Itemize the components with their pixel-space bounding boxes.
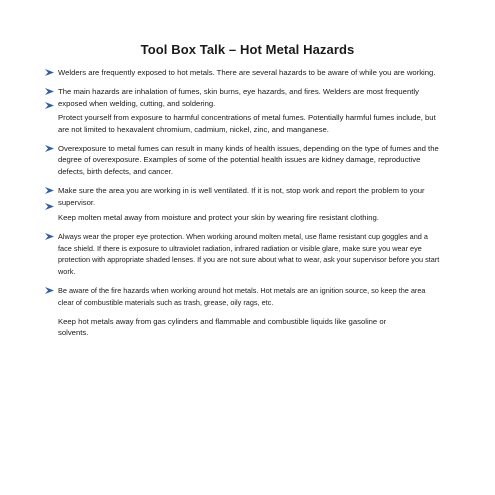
arrowhead-bullet-icon	[45, 203, 54, 210]
item-text: The main hazards are inhalation of fumes, skin burns, eye hazards, and fires. Welders are most frequently exposed when welding, cutting, and soldering.	[58, 87, 419, 108]
item-text: Be aware of the fire hazards when working around hot metals. Hot metals are an ignition source, so keep the area clear of combustible materials such as trash, grease, oily rags, etc.	[58, 286, 426, 307]
arrowhead-bullet-icon	[45, 88, 54, 95]
arrowhead-bullet-icon	[45, 233, 54, 240]
list-item	[0, 112, 495, 135]
item-text: Protect yourself from exposure to harmful concentrations of metal fumes. Potentially harmful fumes include, but are not limited to hexavalent chromium, cadmium, nickel, zinc, and manganese.	[58, 113, 436, 134]
list-item	[0, 185, 495, 208]
item-text: Overexposure to metal fumes can result in many kinds of health issues, depending on the type of fumes and the degree of overexposure. Examples of some of the potential health issues are kidney damage, reproductive defects, birth defects, and cancer.	[58, 144, 439, 176]
arrowhead-bullet-icon	[45, 102, 54, 109]
arrowhead-bullet-icon	[45, 287, 54, 294]
document-body	[0, 67, 495, 339]
arrowhead-bullet-icon	[45, 187, 54, 194]
list-item	[0, 143, 495, 177]
list-item	[0, 285, 495, 308]
page-title: Tool Box Talk – Hot Metal Hazards	[140, 42, 355, 57]
list-item	[0, 86, 495, 109]
list-item	[0, 67, 495, 78]
item-text: Keep hot metals away from gas cylinders and flammable and combustible liquids like gasoline or solvents.	[58, 316, 387, 338]
item-text: Make sure the area you are working in is well ventilated. If it is not, stop work and report the problem to your supervisor.	[58, 186, 425, 207]
item-text: Keep molten metal away from moisture and protect your skin by wearing fire resistant clothing.	[58, 213, 379, 223]
arrowhead-bullet-icon	[45, 145, 54, 152]
item-text: Welders are frequently exposed to hot metals. There are several hazards to be aware of while you are working.	[58, 68, 436, 77]
arrowhead-bullet-icon	[45, 69, 54, 76]
list-item	[0, 231, 495, 277]
item-text: Always wear the proper eye protection. When working around molten metal, use flame resistant cup goggles and a face shield. If there is exposure to ultraviolet radiation, infrared radiation or visible glare, make sure you wear eye protection with appropriate shaded lenses. If you are not sure about what to wear, ask your supervisor before you start work.	[58, 232, 440, 276]
list-item	[0, 212, 495, 223]
list-item	[0, 316, 495, 339]
